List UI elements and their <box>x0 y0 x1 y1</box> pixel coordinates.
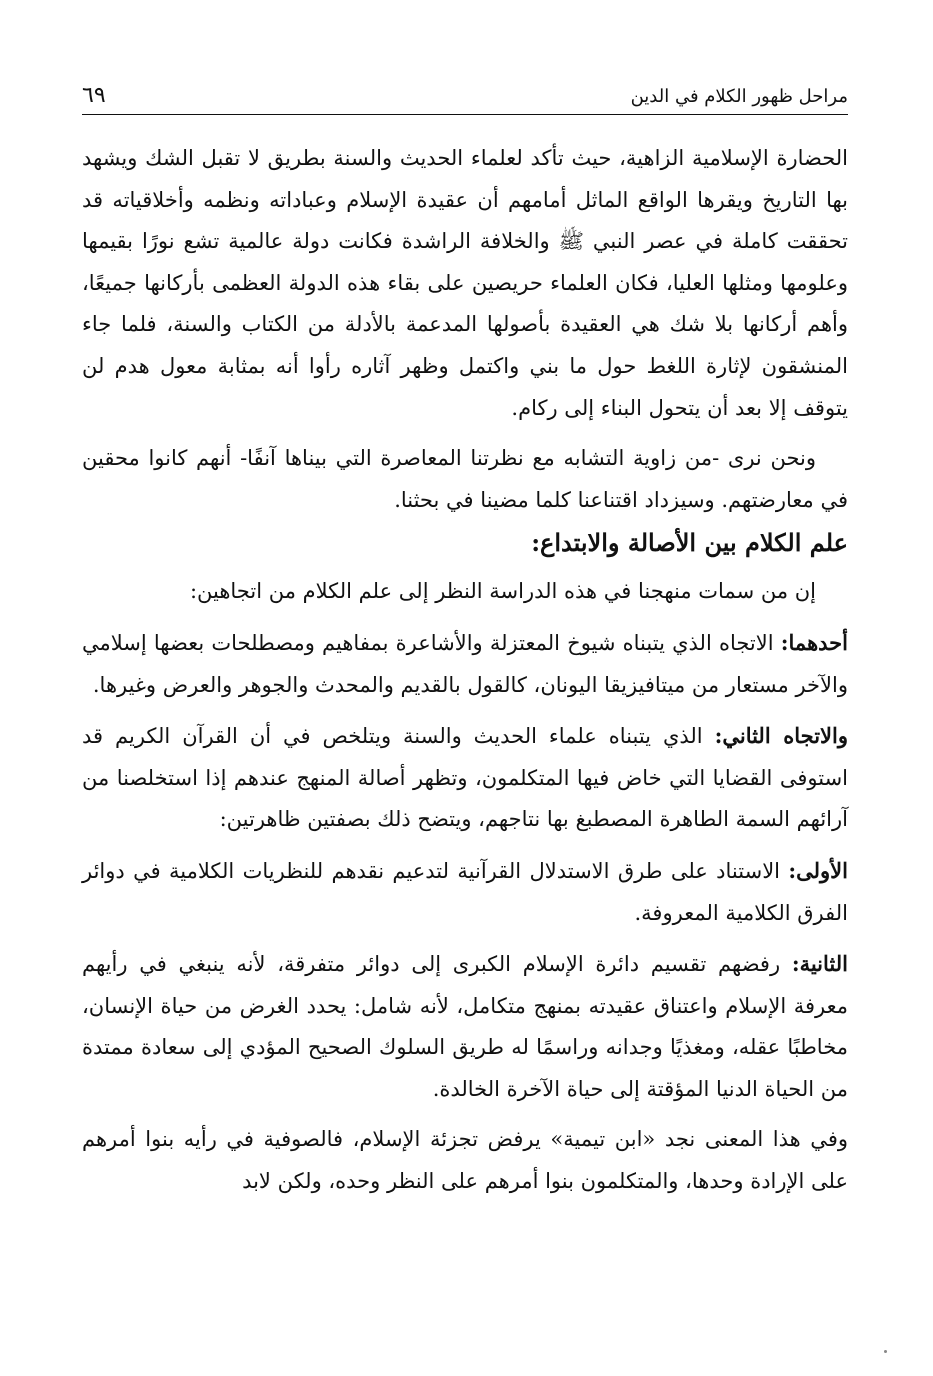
paragraph-term: أحدهما: <box>780 629 848 655</box>
page-header <box>82 80 848 115</box>
paragraph-text: الحضارة الإسلامية الزاهية، حيث تأكد لعلماء الحديث والسنة بطريق لا تقبل الشك ويشهد بها التاريخ ويقرها الواقع الماثل أمامهم أن عقيدة الإسلام وعباداته ونظمه وأخلاقياته قد تحققت كاملة في عصر النبي ﷺ والخلافة الراشدة فكانت دولة عالمية تشع نورًا بقيمها وعلومها ومثلها العليا، فكان العلماء حريصين على بقاء هذه الدولة العظمى بأركانها جميعًا، وأهم أركانها بلا شك هي العقيدة بأصولها المدعمة بالأدلة من الكتاب والسنة، فلما جاء المنشقون لإثارة اللغط حول ما بني واكتمل وظهر آثاره رأوا أنه بمثابة معول هدم لن يتوقف إلا بعد أن يتحول البناء إلى ركام. <box>82 146 848 420</box>
paragraph <box>82 138 848 429</box>
paragraph <box>82 943 848 1110</box>
running-title: مراحل ظهور الكلام في الدين <box>630 86 848 107</box>
paragraph-text: وفي هذا المعنى نجد «ابن تيمية» يرفض تجزئة الإسلام، فالصوفية في رأيه بنوا أمرهم على الإرادة وحدها، والمتكلمون بنوا أمرهم على النظر وحده، ولكن لابد <box>82 1127 848 1194</box>
margin-dot <box>884 1350 887 1353</box>
paragraph <box>82 622 848 706</box>
paragraph-text: إن من سمات منهجنا في هذه الدراسة النظر إلى علم الكلام من اتجاهين: <box>189 579 816 604</box>
page-number: ٦٩ <box>82 83 106 108</box>
paragraph-term: الثانية: <box>791 951 848 977</box>
section-heading: علم الكلام بين الأصالة والابتداع: <box>531 528 848 558</box>
paragraph <box>82 1119 848 1202</box>
paragraph <box>82 715 848 841</box>
paragraph-term: الأولى: <box>788 857 848 883</box>
paragraph-text: الذي يتبناه علماء الحديث والسنة ويتلخص في أن القرآن الكريم قد استوفى القضايا التي خاض فيها المتكلمون، وتظهر أصالة المنهج عندهم إذا استخلصنا من آرائهم السمة الطاهرة المصطبغ بها نتاجهم، ويتضح ذلك بصفتين ظاهرتين: <box>82 724 848 832</box>
paragraph-text: الاستناد على طرق الاستدلال القرآنية لتدعيم نقدهم للنظريات الكلامية في دوائر الفرق الكلامية المعروفة. <box>82 858 848 925</box>
paragraph <box>82 438 848 521</box>
paragraph-text: رفضهم تقسيم دائرة الإسلام الكبرى إلى دوائر متفرقة، لأنه ينبغي في رأيهم معرفة الإسلام واعتناق عقيدته بمنهج متكامل، لأنه شامل: يحدد الغرض من حياة الإنسان، مخاطبًا عقله، ومغذيًا وجدانه وراسمًا له طريق السلوك الصحيح المؤدي إلى سعادة ممتدة من الحياة الدنيا المؤقتة إلى حياة الآخرة الخالدة. <box>82 952 848 1101</box>
paragraph-term: والاتجاه الثاني: <box>714 723 848 749</box>
body-text <box>82 138 848 1212</box>
paragraph <box>82 850 848 934</box>
paragraph <box>82 571 848 613</box>
paragraph-text: الاتجاه الذي يتبناه شيوخ المعتزلة والأشاعرة بمفاهيم ومصطلحات بعضها إسلامي والآخر مستعار من ميتافيزيقا اليونان، كالقول بالقديم والمحدث والجوهر والعرض وغيرها. <box>82 630 848 697</box>
paragraph-text: ونحن نرى -من زاوية التشابه مع نظرتنا المعاصرة التي بيناها آنفًا- أنهم كانوا محقين في معارضتهم. وسيزداد اقتناعنا كلما مضينا في بحثنا. <box>82 446 848 512</box>
